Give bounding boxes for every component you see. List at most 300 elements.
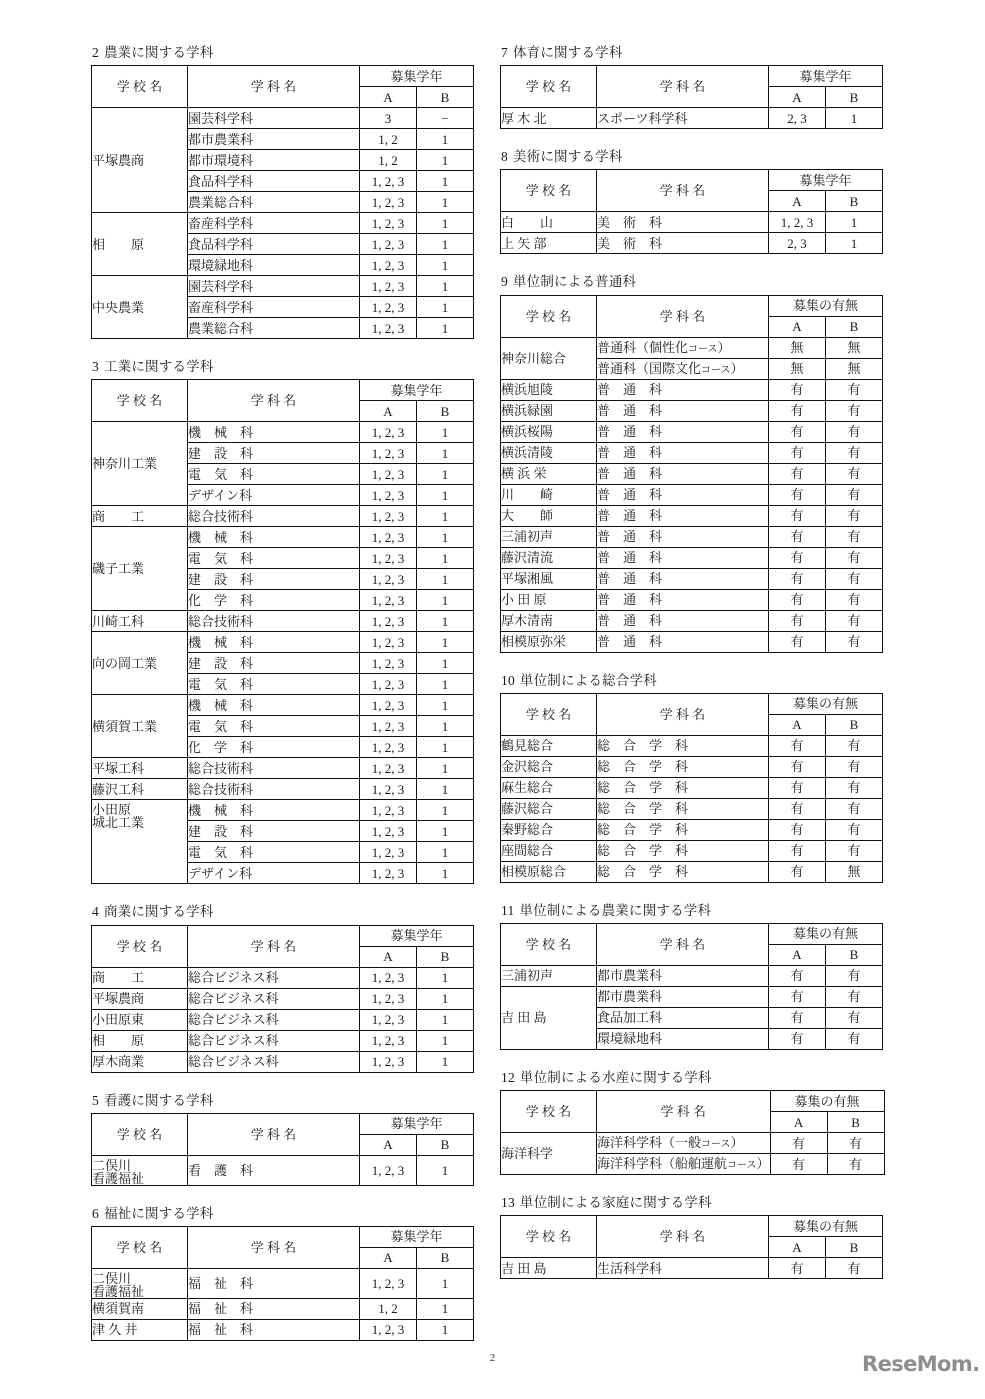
table-row <box>501 777 883 798</box>
column-header-school: 学 校 名 <box>501 1091 597 1133</box>
cell-course: 普 通 科 <box>597 526 769 547</box>
cell-value-a: 有 <box>769 1258 826 1279</box>
cell-course: 普 通 科 <box>597 400 769 421</box>
cell-school: 厚木清南 <box>501 610 597 631</box>
column-header-group: 募集学年 <box>360 925 474 946</box>
cell-value-b: 1 <box>417 1319 474 1340</box>
column-header-b: B <box>417 401 474 422</box>
cell-course: 化 学 科 <box>188 737 360 758</box>
column-header-b: B <box>417 946 474 967</box>
cell-course: 普 通 科 <box>597 589 769 610</box>
column-header-b: B <box>417 87 474 108</box>
table-row <box>92 276 474 297</box>
cell-school: 横浜清陵 <box>501 442 597 463</box>
section-4 <box>91 904 476 1072</box>
column-header-a: A <box>769 316 826 337</box>
cell-value-b: 1 <box>417 255 474 276</box>
cell-course: 総 合 学 科 <box>597 735 769 756</box>
cell-value-a: 1, 2, 3 <box>769 212 826 233</box>
section-title <box>501 149 885 165</box>
cell-value-a: 1, 2, 3 <box>360 758 417 779</box>
cell-school: 小 田 原 <box>501 589 597 610</box>
cell-value-a: 1, 2, 3 <box>360 800 417 821</box>
cell-value-a: 1, 2, 3 <box>360 1030 417 1051</box>
section-9 <box>500 274 885 652</box>
section-table <box>91 65 474 339</box>
table-header-row <box>92 380 474 401</box>
table-row <box>92 967 474 988</box>
cell-course: 食品加工科 <box>597 1007 769 1028</box>
cell-course: 電 気 科 <box>188 842 360 863</box>
cell-course: 環境緑地科 <box>597 1028 769 1049</box>
column-header-school: 学 校 名 <box>92 380 188 422</box>
column-header-school: 学 校 名 <box>501 923 597 965</box>
table-row <box>92 422 474 443</box>
table-row <box>501 1258 883 1279</box>
cell-school: 川 崎 <box>501 484 597 505</box>
cell-value-a: 有 <box>769 756 826 777</box>
cell-value-a: 有 <box>769 861 826 882</box>
cell-school: 上 矢 部 <box>501 233 597 254</box>
table-header-row <box>92 66 474 87</box>
table-row <box>501 337 883 358</box>
cell-course: 普 通 科 <box>597 421 769 442</box>
cell-value-a: 1, 2, 3 <box>360 464 417 485</box>
cell-value-a: 1, 2, 3 <box>360 548 417 569</box>
cell-value-a: 1, 2, 3 <box>360 234 417 255</box>
cell-value-a: 1, 2, 3 <box>360 1268 417 1298</box>
cell-value-a: 有 <box>769 986 826 1007</box>
table-row <box>501 756 883 777</box>
cell-value-b: 有 <box>826 1007 883 1028</box>
section-title <box>501 274 885 290</box>
cell-school: 海洋科学 <box>501 1133 597 1175</box>
section-name: 看護に関する学科 <box>103 1092 214 1108</box>
section-12 <box>500 1070 885 1175</box>
cell-value-a: 1, 2, 3 <box>360 674 417 695</box>
cell-course: 普 通 科 <box>597 610 769 631</box>
table-row <box>501 442 883 463</box>
cell-value-a: 1, 2, 3 <box>360 297 417 318</box>
cell-course: 総 合 学 科 <box>597 798 769 819</box>
cell-value-a: 1, 2, 3 <box>360 1051 417 1072</box>
section-name: 単位制による普通科 <box>512 274 637 290</box>
column-header-b: B <box>826 316 883 337</box>
cell-value-b: 有 <box>826 568 883 589</box>
table-row <box>92 988 474 1009</box>
cell-value-a: 1, 2 <box>360 129 417 150</box>
cell-value-b: 1 <box>417 171 474 192</box>
cell-value-a: 1, 2, 3 <box>360 213 417 234</box>
section-name: 体育に関する学科 <box>512 45 623 60</box>
cell-school: 藤沢清流 <box>501 547 597 568</box>
cell-value-b: 無 <box>826 358 883 379</box>
section-name: 単位制による総合学科 <box>519 672 657 688</box>
cell-course: 普 通 科 <box>597 484 769 505</box>
section-table <box>91 379 474 884</box>
table-row <box>501 505 883 526</box>
cell-course: 普 通 科 <box>597 463 769 484</box>
column-header-school: 学 校 名 <box>92 1113 188 1155</box>
table-row <box>501 986 883 1007</box>
section-table <box>500 65 883 129</box>
cell-course: 総合ビジネス科 <box>188 988 360 1009</box>
cell-value-a: 1, 2, 3 <box>360 988 417 1009</box>
section-number: 12 <box>501 1069 515 1085</box>
column-header-course: 学 科 名 <box>188 66 360 108</box>
cell-value-a: 有 <box>769 777 826 798</box>
cell-course: 電 気 科 <box>188 548 360 569</box>
cell-value-b: 1 <box>417 695 474 716</box>
cell-value-a: 無 <box>769 358 826 379</box>
cell-value-b: 1 <box>417 464 474 485</box>
cell-school: 藤沢総合 <box>501 798 597 819</box>
column-header-a: A <box>769 191 826 212</box>
cell-value-a: 有 <box>769 463 826 484</box>
cell-course: 機 械 科 <box>188 422 360 443</box>
cell-course: 普 通 科 <box>597 547 769 568</box>
cell-course: 総合ビジネス科 <box>188 967 360 988</box>
table-row <box>92 1051 474 1072</box>
cell-course: 環境緑地科 <box>188 255 360 276</box>
cell-school: 磯子工業 <box>92 527 188 611</box>
cell-course: 都市環境科 <box>188 150 360 171</box>
table-row <box>501 379 883 400</box>
table-row <box>501 484 883 505</box>
column-header-school: 学 校 名 <box>501 295 597 337</box>
table-row <box>92 695 474 716</box>
column-header-course: 学 科 名 <box>597 1091 771 1133</box>
cell-course: 総合技術科 <box>188 758 360 779</box>
cell-value-b: 有 <box>826 400 883 421</box>
section-number: 7 <box>501 45 508 60</box>
column-header-course: 学 科 名 <box>597 295 769 337</box>
section-title <box>92 359 476 375</box>
section-table <box>500 169 883 254</box>
table-row <box>501 233 883 254</box>
cell-value-a: 1, 2, 3 <box>360 779 417 800</box>
table-row <box>92 108 474 129</box>
cell-value-a: 有 <box>769 379 826 400</box>
cell-value-a: 有 <box>770 1133 827 1154</box>
column-header-group: 募集学年 <box>360 1113 474 1134</box>
column-header-course: 学 科 名 <box>188 1113 360 1155</box>
cell-school: 秦野総合 <box>501 819 597 840</box>
cell-school: 津 久 井 <box>92 1319 188 1340</box>
cell-school: 麻生総合 <box>501 777 597 798</box>
table-header-row <box>501 1091 885 1112</box>
cell-value-b: 有 <box>826 547 883 568</box>
cell-course: 総合ビジネス科 <box>188 1051 360 1072</box>
table-row <box>92 1319 474 1340</box>
table-header-row <box>501 295 883 316</box>
cell-course: 総 合 学 科 <box>597 819 769 840</box>
cell-value-a: 1, 2, 3 <box>360 1319 417 1340</box>
cell-value-a: 有 <box>769 819 826 840</box>
cell-course: 美 術 科 <box>597 212 769 233</box>
cell-course: 機 械 科 <box>188 632 360 653</box>
table-row <box>501 798 883 819</box>
cell-value-b: 有 <box>827 1133 884 1154</box>
cell-value-b: 1 <box>417 150 474 171</box>
table-header-row <box>501 923 883 944</box>
cell-value-b: 1 <box>417 548 474 569</box>
column-header-a: A <box>770 1112 827 1133</box>
cell-value-b: 1 <box>826 233 883 254</box>
cell-course: 福 祉 科 <box>188 1268 360 1298</box>
column-header-a: A <box>360 946 417 967</box>
section-title <box>501 903 885 919</box>
cell-value-a: 1, 2, 3 <box>360 632 417 653</box>
cell-value-a: 1, 2, 3 <box>360 422 417 443</box>
column-header-b: B <box>826 87 883 108</box>
table-row <box>501 463 883 484</box>
section-number: 10 <box>501 672 515 688</box>
cell-school: 二俣川 看護福祉 <box>92 1268 188 1298</box>
cell-course: 総 合 学 科 <box>597 756 769 777</box>
column-header-school: 学 校 名 <box>92 1226 188 1268</box>
cell-school: 平塚農商 <box>92 108 188 213</box>
cell-value-a: 1, 2, 3 <box>360 611 417 632</box>
cell-course: 都市農業科 <box>188 129 360 150</box>
cell-value-b: 1 <box>417 1298 474 1319</box>
cell-value-a: 1, 2, 3 <box>360 485 417 506</box>
cell-course: 普 通 科 <box>597 442 769 463</box>
cell-value-b: 1 <box>417 632 474 653</box>
section-number: 2 <box>92 45 99 60</box>
cell-value-a: 有 <box>769 568 826 589</box>
cell-value-b: 無 <box>826 861 883 882</box>
cell-value-a: 1, 2, 3 <box>360 569 417 590</box>
table-row <box>501 421 883 442</box>
cell-value-b: 1 <box>417 674 474 695</box>
cell-course: 総 合 学 科 <box>597 840 769 861</box>
section-number: 11 <box>501 902 515 918</box>
left-column <box>91 45 476 1341</box>
table-header-row <box>92 1113 474 1134</box>
cell-value-b: 無 <box>826 337 883 358</box>
section-number: 13 <box>501 1195 515 1211</box>
cell-school: 平塚工科 <box>92 758 188 779</box>
section-table <box>500 295 883 653</box>
cell-school: 平塚農商 <box>92 988 188 1009</box>
cell-value-b: 有 <box>826 379 883 400</box>
cell-value-a: 有 <box>769 484 826 505</box>
column-header-group: 募集学年 <box>360 380 474 401</box>
table-row <box>92 758 474 779</box>
section-name: 工業に関する学科 <box>103 359 214 375</box>
table-row <box>501 1133 885 1154</box>
table-row <box>92 527 474 548</box>
column-header-group: 募集学年 <box>769 170 883 191</box>
cell-value-a: 有 <box>769 1028 826 1049</box>
column-header-b: B <box>826 191 883 212</box>
table-row <box>501 819 883 840</box>
cell-value-b: 有 <box>826 965 883 986</box>
table-row <box>92 213 474 234</box>
cell-course: デザイン科 <box>188 863 360 884</box>
cell-value-b: − <box>417 108 474 129</box>
column-header-b: B <box>417 1134 474 1155</box>
cell-school: 厚 木 北 <box>501 108 597 129</box>
section-title <box>501 1070 885 1086</box>
cell-course: 普 通 科 <box>597 505 769 526</box>
section-number: 6 <box>92 1205 99 1221</box>
cell-value-b: 1 <box>417 653 474 674</box>
cell-value-b: 1 <box>417 590 474 611</box>
cell-value-b: 有 <box>826 777 883 798</box>
cell-course: 海洋科学科（船舶運航コース） <box>597 1154 771 1175</box>
cell-course: 機 械 科 <box>188 800 360 821</box>
cell-value-a: 1, 2, 3 <box>360 821 417 842</box>
cell-value-a: 1, 2, 3 <box>360 716 417 737</box>
cell-course: デザイン科 <box>188 485 360 506</box>
cell-value-a: 1, 2, 3 <box>360 192 417 213</box>
column-header-school: 学 校 名 <box>92 66 188 108</box>
cell-value-b: 有 <box>826 484 883 505</box>
cell-value-b: 1 <box>417 1009 474 1030</box>
cell-course: 生活科学科 <box>597 1258 769 1279</box>
cell-value-a: 1, 2, 3 <box>360 842 417 863</box>
table-row <box>501 212 883 233</box>
column-header-school: 学 校 名 <box>501 66 597 108</box>
cell-course: 畜産科学科 <box>188 297 360 318</box>
table-row <box>92 611 474 632</box>
cell-value-a: 1, 2, 3 <box>360 318 417 339</box>
cell-value-a: 有 <box>769 1007 826 1028</box>
section-table <box>91 1226 474 1341</box>
cell-value-a: 有 <box>769 526 826 547</box>
cell-school: 金沢総合 <box>501 756 597 777</box>
cell-course: 電 気 科 <box>188 464 360 485</box>
section-number: 5 <box>92 1092 99 1108</box>
cell-value-b: 1 <box>417 800 474 821</box>
cell-value-a: 1, 2, 3 <box>360 653 417 674</box>
table-row <box>92 779 474 800</box>
cell-course: 美 術 科 <box>597 233 769 254</box>
table-row <box>92 1298 474 1319</box>
cell-school: 横浜緑園 <box>501 400 597 421</box>
column-header-group: 募集学年 <box>769 66 883 87</box>
cell-course: 総合技術科 <box>188 506 360 527</box>
section-table <box>500 923 883 1050</box>
cell-school: 横浜桜陽 <box>501 421 597 442</box>
table-row <box>501 610 883 631</box>
section-name: 単位制による家庭に関する学科 <box>519 1195 712 1211</box>
cell-school: 厚木商業 <box>92 1051 188 1072</box>
cell-course: 園芸科学科 <box>188 108 360 129</box>
cell-value-b: 1 <box>417 234 474 255</box>
cell-value-b: 1 <box>826 212 883 233</box>
table-row <box>501 547 883 568</box>
cell-value-b: 1 <box>417 192 474 213</box>
section-10 <box>500 673 885 883</box>
cell-value-b: 有 <box>826 1028 883 1049</box>
cell-course: 都市農業科 <box>597 986 769 1007</box>
column-header-group: 募集の有無 <box>770 1091 884 1112</box>
cell-school: 商 工 <box>92 506 188 527</box>
cell-course: 機 械 科 <box>188 695 360 716</box>
column-header-a: A <box>769 714 826 735</box>
cell-value-b: 有 <box>826 819 883 840</box>
course-suffix: コース <box>727 1160 757 1172</box>
cell-value-b: 1 <box>417 506 474 527</box>
cell-value-a: 有 <box>769 840 826 861</box>
column-header-a: A <box>360 1134 417 1155</box>
cell-school: 川崎工科 <box>92 611 188 632</box>
cell-value-b: 有 <box>826 631 883 652</box>
cell-school: 鶴見総合 <box>501 735 597 756</box>
cell-school: 横 浜 栄 <box>501 463 597 484</box>
column-header-group: 募集の有無 <box>769 1216 883 1237</box>
column-header-course: 学 科 名 <box>188 380 360 422</box>
cell-value-b: 有 <box>826 735 883 756</box>
section-title <box>501 673 885 689</box>
cell-course: 都市農業科 <box>597 965 769 986</box>
section-table <box>91 1113 474 1186</box>
cell-value-b: 有 <box>826 986 883 1007</box>
cell-course: 畜産科学科 <box>188 213 360 234</box>
cell-value-b: 1 <box>417 422 474 443</box>
cell-value-a: 1, 2, 3 <box>360 255 417 276</box>
column-header-group: 募集の有無 <box>769 923 883 944</box>
cell-value-b: 1 <box>417 569 474 590</box>
section-2 <box>91 45 476 339</box>
cell-value-a: 1, 2, 3 <box>360 1155 417 1185</box>
column-header-course: 学 科 名 <box>597 1216 769 1258</box>
column-header-b: B <box>826 714 883 735</box>
section-table <box>91 925 474 1073</box>
cell-course: 海洋科学科（一般コース） <box>597 1133 771 1154</box>
cell-value-a: 1, 2, 3 <box>360 863 417 884</box>
cell-value-b: 1 <box>417 443 474 464</box>
section-number: 4 <box>92 904 99 920</box>
section-name: 美術に関する学科 <box>512 149 623 165</box>
section-table <box>500 1090 885 1175</box>
cell-school: 大 師 <box>501 505 597 526</box>
section-table <box>500 693 883 883</box>
column-header-group: 募集学年 <box>360 1226 474 1247</box>
column-header-b: B <box>417 1247 474 1268</box>
cell-value-b: 1 <box>417 779 474 800</box>
cell-value-a: 有 <box>769 442 826 463</box>
cell-value-a: 1, 2, 3 <box>360 1009 417 1030</box>
cell-value-b: 1 <box>417 988 474 1009</box>
cell-value-b: 1 <box>417 967 474 988</box>
table-row <box>92 1155 474 1185</box>
cell-value-b: 1 <box>417 276 474 297</box>
cell-value-a: 1, 2, 3 <box>360 276 417 297</box>
column-header-course: 学 科 名 <box>597 923 769 965</box>
cell-value-b: 1 <box>417 716 474 737</box>
cell-value-a: 有 <box>769 589 826 610</box>
cell-value-b: 有 <box>826 421 883 442</box>
cell-value-a: 有 <box>769 505 826 526</box>
section-6 <box>91 1206 476 1341</box>
cell-course: 電 気 科 <box>188 716 360 737</box>
table-header-row <box>501 66 883 87</box>
cell-school: 吉 田 島 <box>501 1258 597 1279</box>
cell-course: 化 学 科 <box>188 590 360 611</box>
column-header-a: A <box>769 1237 826 1258</box>
cell-school: 三浦初声 <box>501 526 597 547</box>
cell-course: 総合ビジネス科 <box>188 1030 360 1051</box>
cell-value-b: 1 <box>417 318 474 339</box>
table-header-row <box>92 925 474 946</box>
cell-value-b: 有 <box>826 505 883 526</box>
cell-school: 座間総合 <box>501 840 597 861</box>
table-row <box>501 589 883 610</box>
